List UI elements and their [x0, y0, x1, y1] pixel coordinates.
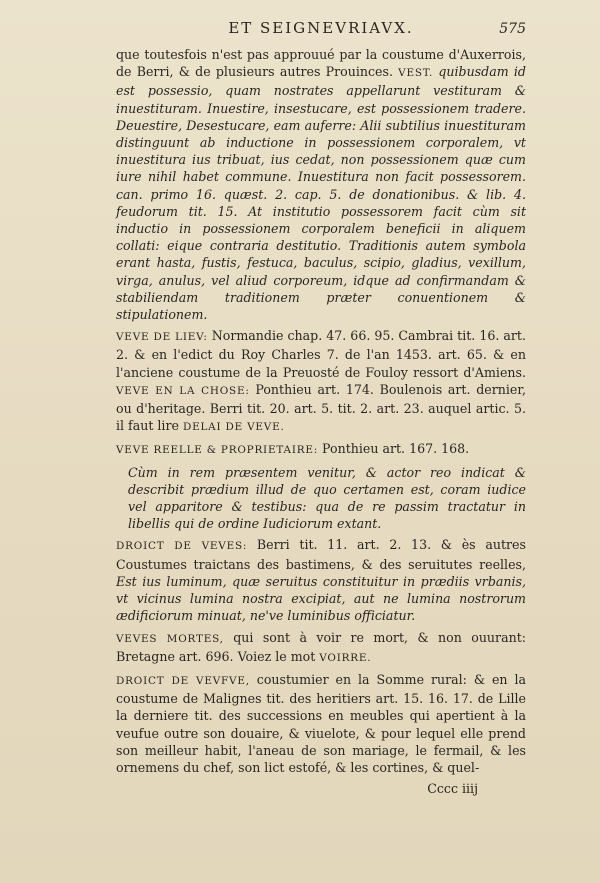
term-delai-de-veve: DELAI DE VEVE.: [182, 421, 285, 434]
vest-abbreviation: VEST.: [398, 67, 434, 80]
catchword: Cccc iiij: [427, 781, 478, 797]
droict-de-veves-latin: Est ius luminum, quæ seruitus constituitur in prædiis vrbanis, vt vicinus lumina nostra excipiat, aut ne lumina nostrorum ædificiorum minuat, ne've luminibus officiatur.: [116, 573, 526, 624]
droict-de-veves-text: Berri tit. 11. art. 2. 13. & ès autres Coustumes traictans des bastimens, & des seruitutes reelles,: [116, 537, 526, 572]
paragraph-droict-de-veufve: [116, 671, 526, 776]
paragraph-vest: [116, 46, 526, 323]
term-voirre: VOIRRE.: [319, 651, 372, 664]
page-content: [116, 20, 526, 797]
vest-latin-text: quibusdam id est possessio, quam nostrates appellarunt vestituram & inuestituram. Inuestire, insestucare, est possessionem tradere. Deuestire, Desestucare, eam auferre: Alii subtilius inuestituram distinguunt ab inductione in possessionem corporalem, vt inuestitura ius tribuat, ius cedat, non possessionem quæ cum iure nihil habet commune. Inuestitura non facit possessorem. can. primo 16. quæst. 2. cap. 5. de donationibus. & lib. 4. feudorum tit. 15. At institutio possessorem facit cùm sit inductio in possessionem corporalem beneficii in aliquem collati: eique contraria destitutio. Traditionis autem symbola erant hasta, fustis, festuca, baculus, scipio, gladius, vexillum, virga, anulus, vel aliud corporeum, idque ad confirmandam & stabiliendam traditionem præter conuentionem & stipulationem.: [116, 64, 526, 323]
veve-en-la-chose-text: Ponthieu art. 174. Boulenois art. dernier, ou d'heritage. Berri tit. 20. art. 5. tit. 2. art. 23. auquel artic. 5. il faut lire: [116, 381, 526, 434]
paragraph-veve-de-lieu: [116, 327, 526, 436]
term-droict-de-veufve: DROICT DE VEVFVE,: [116, 674, 250, 687]
running-title: ET SEIGNEVRIAVX.: [228, 19, 414, 37]
running-header: [116, 20, 526, 44]
paragraph-veves-mortes: [116, 629, 526, 667]
veve-reelle-text: Ponthieu art. 167. 168.: [322, 441, 470, 457]
vest-french-text: que toutesfois n'est pas approuué par la coustume d'Auxerrois, de Berri, & de plusieurs autres Prouinces.: [116, 47, 526, 80]
term-veves-mortes: VEVES MORTES,: [116, 632, 224, 645]
term-droict-de-veves: DROICT DE VEVES:: [116, 540, 248, 553]
page-number: 575: [499, 21, 526, 37]
term-veve-de-lieu: VEVE DE LIEV:: [116, 331, 208, 344]
term-veve-en-la-chose: VEVE EN LA CHOSE:: [116, 384, 250, 397]
droict-de-veufve-text: coustumier en la Somme rural: & en la coustume de Malignes tit. des heritiers art. 15. 16. 17. de Lille la derniere tit. des successions en meubles qui apertient à la veufue outre son douaire, & viuelote, & pour lequel elle prend son meilleur habit, l'aneau de son mariage, le fermail, & les ornemens du chef, son lict estofé, & les cortines, & quel-: [116, 671, 526, 775]
term-veve-reelle: VEVE REELLE & PROPRIETAIRE:: [116, 444, 319, 457]
veve-reelle-latin: Cùm in rem præsentem venitur, & actor reo indicat & describit prædium illud de quo certamen est, coram iudice vel apparitore & testibus: qua de re passim tractatur in libellis qui de ordine Iudiciorum extant.: [128, 464, 526, 532]
veves-mortes-text: qui sont à voir re mort, & non ouurant: Bretagne art. 696. Voiez le mot: [116, 629, 526, 664]
paragraph-droict-de-veves: [116, 536, 526, 624]
paragraph-veve-reelle: [116, 440, 526, 459]
veve-de-lieu-text: Normandie chap. 47. 66. 95. Cambrai tit. 16. art. 2. & en l'edict du Roy Charles 7. de l'an 1453. art. 65. & en l'anciene coustume de la Preuosté de Fouloy ressort d'Amiens.: [116, 328, 526, 380]
